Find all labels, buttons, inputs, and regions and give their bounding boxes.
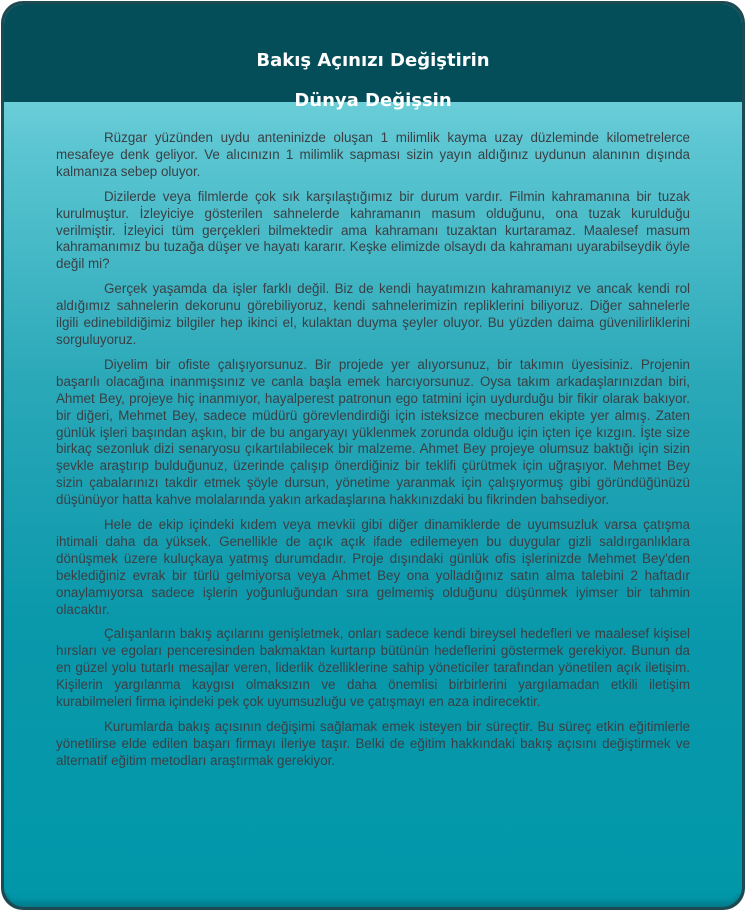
paragraph: Gerçek yaşamda da işler farklı değil. Biz de kendi hayatımızın kahramanıyız ve ancak kendi rol aldığımız sahnelerin dekorunu görebiliyoruz, kendi sahnelerimizin repliklerini biliyoruz. Diğer sahnelerle ilgili edinebildiğimiz bilgiler hep ikinci el, kulaktan duyma şeyler oluyor. Bu yüzden daima güvenilirliklerini sorguluyoruz. [56,281,690,347]
title-line-2: Dünya Değişsin [294,90,452,111]
paragraph: Kurumlarda bakış açısının değişimi sağlamak emek isteyen bir süreçtir. Bu süreç etkin eğitimlerle yönetilirse elde edilen başarı firmayı ileriye taşır. Belki de eğitim hakkındaki bakış açısını değiştirmek ve alternatif eğitim metodları araştırmak gerekiyor. [56,719,690,768]
article-card [4,4,742,907]
paragraph: Dizilerde veya filmlerde çok sık karşılaştığımız bir durum vardır. Filmin kahramanına bir tuzak kurulmuştur. İzleyiciye gösterilen sahnelerde kahramanın masum olduğunu, ona tuzak kurulduğu verilmiştir. İzleyici tüm gerçekleri bilmektedir ama kahramanı tuzaktan kurtaramaz. Maalesef masum kahramanımız bu tuzağa düşer ve hayatı kararır. Keşke elimizde olsaydı da kahramanı uyarabilseydik öyle değil mi? [56,188,690,272]
page-title [4,41,742,121]
article-body [56,130,690,778]
article-card-frame [1,1,745,910]
paragraph: Diyelim bir ofiste çalışıyorsunuz. Bir projede yer alıyorsunuz, bir takımın üyesisiniz. Projenin başarılı olacağına inanmışsınız ve canla başla emek harcıyorsunuz. Oysa takım arkadaşlarınızdan biri, Ahmet Bey, projeye hiç inanmıyor, hayalperest patronun ego tatmini için uydurduğu bir fikir olarak bakıyor. bir diğeri, Mehmet Bey, sadece müdürü görevlendirdiği için isteksizce mecburen ekipte yer almış. Zaten günlük işleri başından aşkın, bir de bu angaryayı yüklenmek zorunda olduğu için içten içe kızgın. İşte size birkaç sezonluk dizi senaryosu çıkartılabilecek bir malzeme. Ahmet Bey projeye olumsuz baktığı için sizin şevkle araştırıp bulduğunuz, üzerinde çalışıp önerdiğiniz bir teklifi çürütmek için uğraşıyor. Mehmet Bey sizin çabalarınızı takdir etmek şöyle dursun, yönetime yaranmak için çalışıyormuş gibi göründüğünüzü düşünüyor hatta kahve molalarında yakın arkadaşlarına hakkınızdaki bu fikrinden bahsediyor. [56,356,690,508]
paragraph: Çalışanların bakış açılarını genişletmek, onları sadece kendi bireysel hedefleri ve maalesef kişisel hırsları ve egoları penceresinden bakmaktan kurtarıp bütünün hedeflerini göstermek gerekiyor. Bunun da en güzel yolu tutarlı mesajlar veren, liderlik özelliklerine sahip yöneticiler tarafından yönetilen açık iletişim. Kişilerin yargılanma kaygısı olmaksızın ve daha önemlisi birbirlerini yargılamadan etkili iletişim kurabilmeleri firma içindeki pek çok uyumsuzluğu ve çatışmayı en aza indirecektir. [56,626,690,710]
paragraph: Hele de ekip içindeki kıdem veya mevkii gibi diğer dinamiklerde de uyumsuzluk varsa çatışma ihtimali daha da yüksek. Genellikle de açık açık ifade edilemeyen bu duygular gizli saldırganlıklara dönüşmek üzere kuluçkaya yatmış durumdadır. Proje dışındaki günlük ofis işlerinizde Mehmet Bey'den beklediğiniz evrak bir türlü gelmiyorsa veya Ahmet Bey ona yolladığınız satın alma talebini 2 haftadır onaylamıyorsa sadece işlerin yoğunluğundan sıra gelmemiş olduğunu düşünmek iyimser bir tahmin olacaktır. [56,517,690,617]
paragraph: Rüzgar yüzünden uydu anteninizde oluşan 1 milimlik kayma uzay düzleminde kilometrelerce mesafeye denk geliyor. Ve alıcınızın 1 milimlik sapması sizin yayın aldığınız uydunun alanının dışında kalmanıza sebep oluyor. [56,130,690,179]
title-line-1: Bakış Açınızı Değiştirin [256,50,490,71]
